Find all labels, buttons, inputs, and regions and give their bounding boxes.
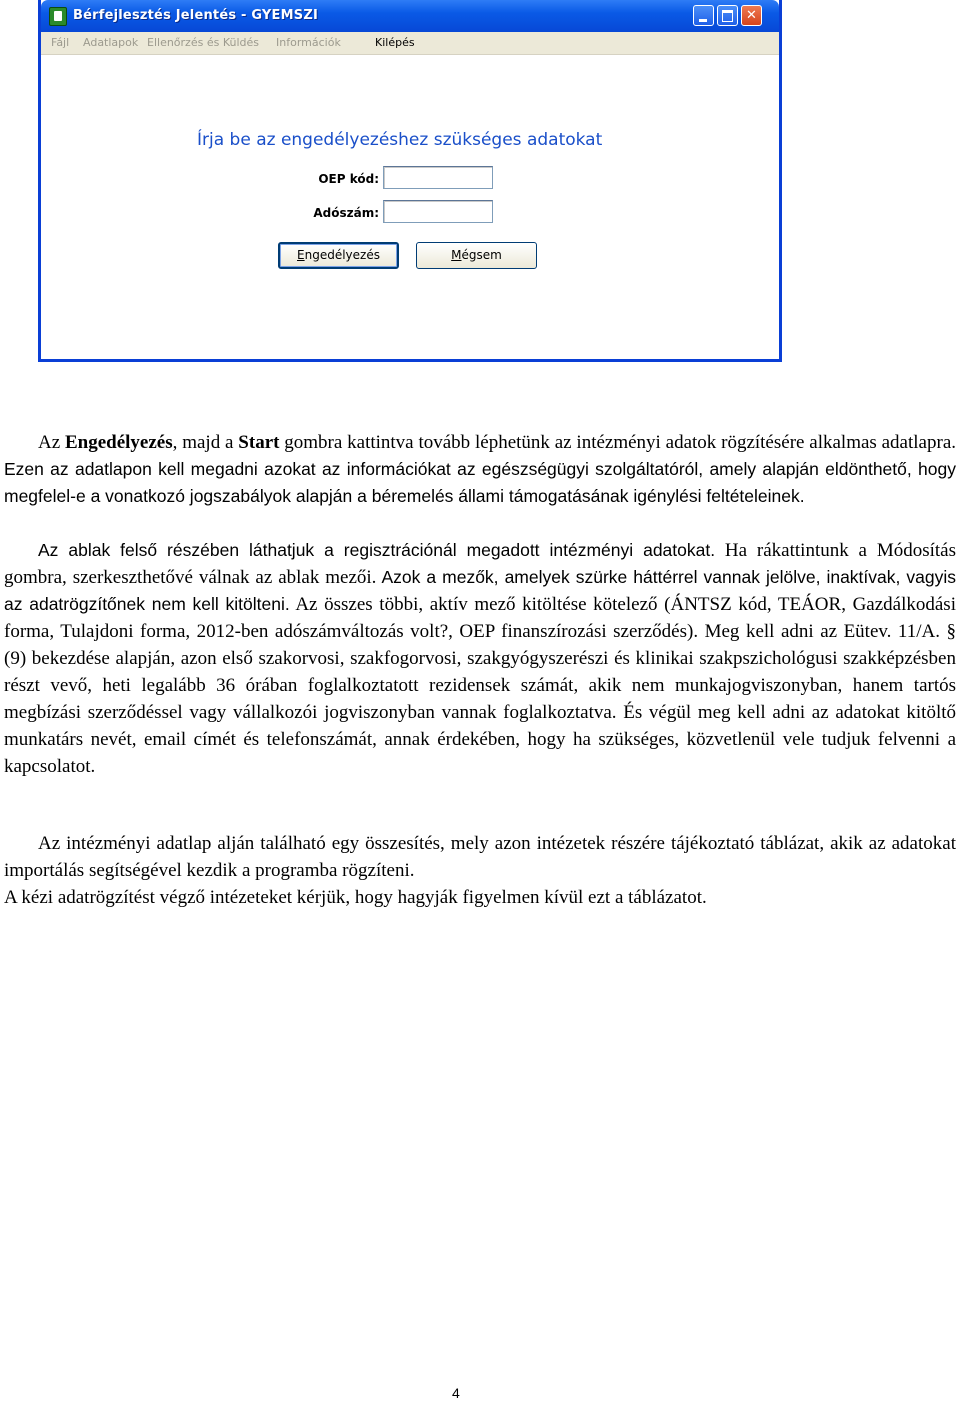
dialog-heading: Írja be az engedélyezéshez szükséges adatokat — [197, 130, 603, 150]
app-icon — [49, 7, 67, 26]
paragraph-4 — [4, 884, 956, 911]
engedelyezes-button[interactable] — [278, 242, 399, 269]
p2-sentence-2: Ha rákattintunk a Módosítás gombra, szerkeszthetővé válnak az ablak mezői. — [4, 540, 956, 588]
p2-sentence-1: Az ablak felső részében láthatjuk a regisztrációnál megadott intézményi adatokat. — [38, 540, 716, 560]
menu-item-ellenorzes[interactable]: Ellenőrzés és Küldés — [147, 36, 259, 49]
p4-text: A kézi adatrögzítést végző intézeteket kérjük, hogy hagyják figyelmen kívül ezt a táblázatot. — [4, 887, 707, 908]
paragraph-2 — [4, 537, 956, 780]
paragraph-1 — [4, 429, 956, 510]
menu-item-informaciok[interactable]: Információk — [276, 36, 341, 49]
oep-code-label: OEP kód: — [318, 172, 379, 186]
tax-number-label: Adószám: — [313, 206, 379, 220]
megsem-button[interactable] — [416, 242, 537, 269]
p1-bold-start: Start — [238, 432, 280, 453]
menu-bar — [41, 32, 779, 55]
menu-item-adatlapok[interactable]: Adatlapok — [83, 36, 139, 49]
megsem-mnemonic: M — [451, 248, 462, 262]
megsem-label: égsem — [461, 248, 502, 262]
engedelyezes-label: ngedélyezés — [304, 248, 380, 262]
paragraph-3 — [4, 830, 956, 884]
app-window-screenshot — [38, 0, 782, 362]
close-icon[interactable]: ✕ — [741, 5, 762, 26]
oep-code-input[interactable] — [383, 166, 493, 189]
menu-item-fajl[interactable]: Fájl — [51, 36, 70, 49]
p2-sentence-3: Azok a mezők, amelyek szürke háttérrel vannak jelölve, inaktívak, vagyis az adatrögzítőnek nem kell kitölteni. — [4, 567, 956, 614]
minimize-icon[interactable] — [693, 5, 714, 26]
tax-number-input[interactable] — [383, 200, 493, 223]
p1-bold-engedelyezes: Engedélyezés — [64, 432, 173, 453]
p1-text-a: Az — [38, 432, 65, 453]
page-number: 4 — [452, 1385, 460, 1401]
menu-item-kilepes[interactable]: Kilépés — [375, 36, 415, 49]
p1-text-c: , majd a — [172, 432, 239, 453]
p2-sentence-4: Az összes többi, aktív mező kitöltése kötelező (ÁNTSZ kód, TEÁOR, Gazdálkodási forma, Tulajdoni forma, 2012-ben adószámváltozás volt?, OEP finanszírozási szerződés). Meg kell adni az Eütev. 11/A. § (9) bekezdése alapján, azon első szakorvosi, szakfogorvosi, szakgyógyszerészi és klinikai szakpszichológusi szakképzésben részt vevő, heti legalább 36 órában foglalkoztatott rezidensek számát, akik nem munkajogviszonyban, hanem tartós megbízási szerződéssel vagy vállalkozói jogviszonyban vannak foglalkoztatva. És végül meg kell adni az adatokat kitöltő munkatárs nevét, email címét és telefonszámát, annak érdekében, hogy ha szükséges, közvetlenül vele tudjuk felvenni a kapcsolatot. — [4, 594, 956, 777]
title-bar — [41, 0, 779, 32]
p1-text-sans: Ezen az adatlapon kell megadni azokat az információkat az egészségügyi szolgáltatóról, amely alapján eldönthető, hogy megfelel-e a vonatkozó jogszabályok alapján a béremelés állami támogatásának igénylési feltételeinek. — [4, 459, 956, 506]
window-title: Bérfejlesztés Jelentés - GYEMSZI — [73, 8, 318, 23]
engedelyezes-mnemonic: E — [297, 248, 305, 262]
p1-text-d: gombra kattintva tovább léphetünk az intézményi adatok rögzítésére alkalmas adatlapra. — [279, 432, 956, 453]
p3-text: Az intézményi adatlap alján található egy összesítés, mely azon intézetek részére tájékoztató táblázat, akik az adatokat importálás segítségével kezdik a programba rögzíteni. — [4, 833, 956, 881]
maximize-icon[interactable] — [717, 5, 738, 26]
